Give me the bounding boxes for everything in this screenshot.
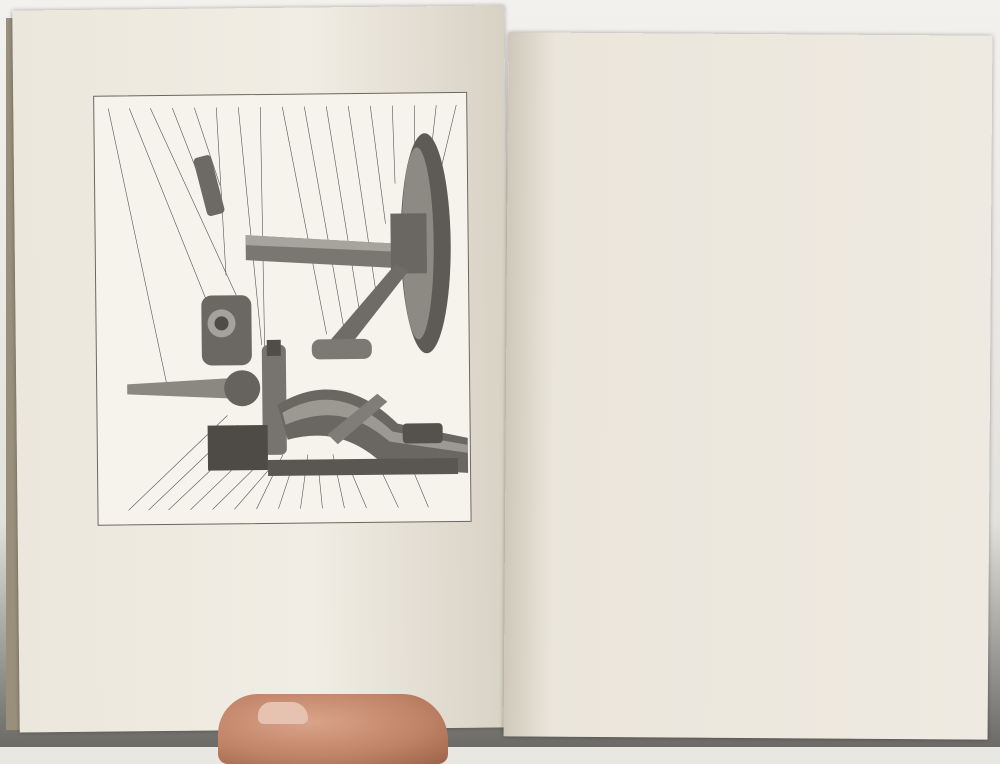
paragraph — [548, 79, 958, 82]
paragraph — [548, 75, 958, 78]
paragraph — [548, 75, 958, 78]
legend-column-right — [292, 549, 452, 551]
left-page — [12, 5, 512, 732]
front-axle-illustration — [94, 93, 470, 525]
section-heading-seasonal — [548, 79, 958, 82]
parts-legend — [122, 549, 452, 552]
front-axle-figure — [93, 92, 471, 526]
right-page — [504, 32, 993, 739]
paragraph — [548, 79, 958, 82]
thumbnail-highlight — [258, 702, 308, 724]
legend-column-left — [122, 551, 282, 553]
paragraph — [548, 75, 958, 78]
body-text — [548, 75, 958, 82]
section-heading-stopping — [548, 79, 958, 82]
figure-caption — [98, 534, 470, 538]
thumb — [218, 694, 448, 764]
